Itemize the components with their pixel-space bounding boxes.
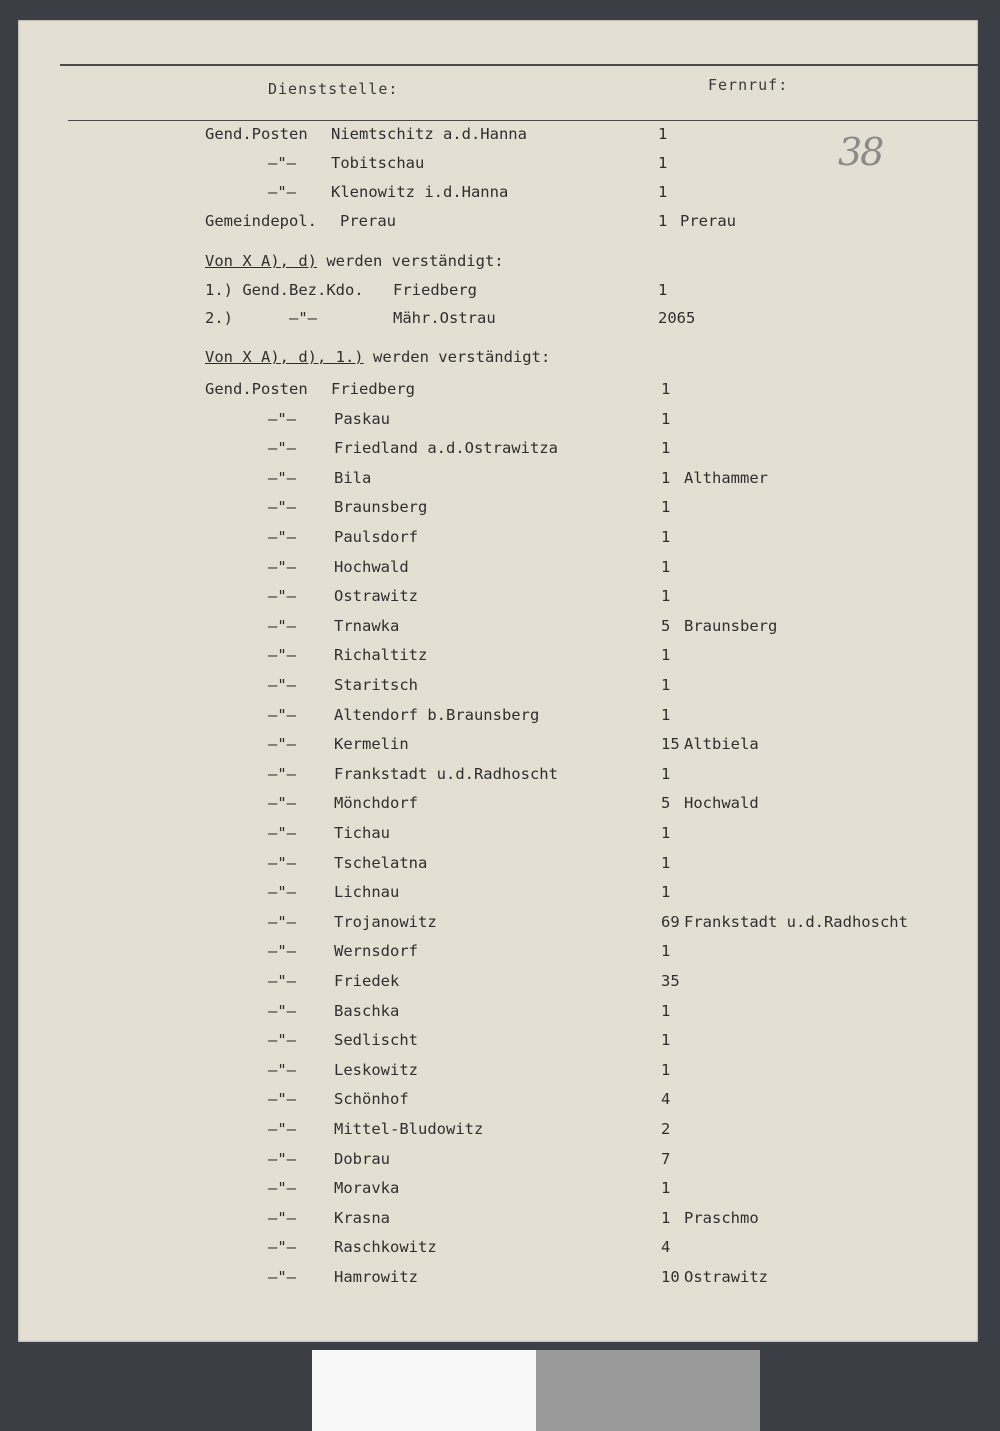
section2-heading-text: werden verständigt: [326, 252, 504, 270]
row-place: Trojanowitz [334, 912, 437, 931]
list-item [18, 125, 978, 149]
row-place: Friedberg [393, 281, 477, 299]
row-number: 1 [661, 646, 671, 665]
row-number: 1 [661, 1031, 671, 1050]
header-dienststelle: Dienststelle: [268, 80, 399, 98]
section2-heading-ref: Von X A), d) [205, 252, 317, 270]
row-number: 1 [658, 212, 668, 230]
list-item [18, 942, 978, 966]
row-place: Frankstadt u.d.Radhoscht [334, 764, 558, 783]
row-number: 1 [661, 1001, 671, 1020]
row-number: 1 [661, 557, 671, 576]
list-item [18, 913, 978, 937]
row-place: Hochwald [334, 557, 409, 576]
row-prefix: –"– [268, 616, 296, 635]
row-number: 1 [661, 468, 671, 487]
row-number: 1 [661, 498, 671, 517]
row-place: Tschelatna [334, 853, 428, 872]
list-item [18, 854, 978, 878]
section3-heading-text: werden verständigt: [372, 348, 551, 366]
list-item [18, 498, 978, 522]
row-prefix: –"– [268, 1120, 296, 1138]
list-item [18, 1120, 978, 1144]
row-place: Dobrau [334, 1149, 390, 1168]
list-item [18, 281, 978, 305]
row-prefix: –"– [268, 735, 296, 754]
list-item [18, 735, 978, 759]
row-prefix: –"– [268, 764, 296, 783]
row-prefix: –"– [268, 1060, 296, 1079]
list-item [18, 154, 978, 178]
row-prefix: –"– [268, 1090, 296, 1109]
row-place: Wernsdorf [334, 942, 418, 961]
row-place: Friedek [334, 972, 400, 990]
list-item [18, 380, 978, 404]
row-place: Trnawka [334, 616, 400, 635]
list-item [18, 646, 978, 670]
list-item [18, 676, 978, 700]
row-number: 1 [658, 125, 668, 143]
row-number: 2 [661, 1120, 671, 1138]
row-place: Mähr.Ostrau [393, 309, 496, 327]
list-item [18, 309, 978, 333]
row-prefix: –"– [268, 439, 296, 458]
row-prefix: Gemeindepol. [205, 212, 317, 230]
row-place: Kermelin [334, 735, 409, 754]
row-place: Bila [334, 468, 372, 487]
section2-heading [205, 252, 504, 270]
list-item [18, 617, 978, 641]
row-place: Baschka [334, 1001, 400, 1020]
row-number: 15 [661, 735, 680, 754]
section3-heading-ref: Von X A), d), 1.) [205, 348, 364, 366]
row-number: 1 [661, 439, 671, 458]
row-number: 1 [658, 183, 668, 201]
row-place: Ostrawitz [334, 587, 418, 606]
row-prefix: –"– [268, 587, 296, 606]
list-item [18, 824, 978, 848]
row-place: Schönhof [334, 1090, 409, 1109]
row-place: Hamrowitz [334, 1268, 418, 1286]
row-place: Leskowitz [334, 1060, 418, 1079]
list-item [18, 1179, 978, 1203]
row-place: Paulsdorf [334, 528, 418, 546]
row-number: 4 [661, 1090, 671, 1109]
row-prefix: –"– [268, 824, 296, 842]
row-prefix: –"– [268, 528, 296, 546]
list-item [18, 1209, 978, 1233]
list-item [18, 883, 978, 907]
row-place: Niemtschitz a.d.Hanna [331, 125, 527, 143]
list-item [18, 1061, 978, 1085]
list-item [18, 794, 978, 818]
row-number: 10 [661, 1268, 680, 1286]
row-place: Raschkowitz [334, 1238, 437, 1257]
row-number: 1 [661, 705, 671, 724]
row-prefix: –"– [268, 1268, 296, 1286]
row-place: Friedberg [331, 380, 415, 398]
row-exchange: Althammer [684, 468, 768, 487]
list-item [18, 212, 978, 236]
row-prefix: Gend.Posten [205, 380, 308, 398]
row-place: Altendorf b.Braunsberg [334, 705, 540, 724]
row-exchange: Hochwald [684, 794, 759, 813]
row-prefix: –"– [268, 1001, 296, 1020]
row-prefix: –"– [268, 409, 296, 428]
row-number: 1 [661, 1060, 671, 1079]
row-place: Moravka [334, 1179, 400, 1198]
row-prefix: –"– [268, 1179, 296, 1198]
row-place: Tobitschau [331, 154, 425, 172]
row-place: Braunsberg [334, 498, 428, 517]
row-exchange: Frankstadt u.d.Radhoscht [684, 912, 908, 931]
row-place: Friedland a.d.Ostrawitza [334, 439, 558, 458]
document-page [18, 20, 978, 1342]
row-number: 4 [661, 1238, 671, 1257]
list-item [18, 706, 978, 730]
row-exchange: Altbiela [684, 735, 759, 754]
row-number: 1 [661, 380, 671, 398]
row-place: Mönchdorf [334, 794, 418, 813]
row-prefix: 2.) –"– [205, 309, 317, 327]
list-item [18, 469, 978, 493]
list-item [18, 558, 978, 582]
row-prefix: –"– [268, 557, 296, 576]
row-number: 1 [661, 764, 671, 783]
row-prefix: –"– [268, 468, 296, 487]
row-place: Prerau [340, 212, 396, 230]
row-place: Sedlischt [334, 1031, 418, 1050]
list-item [18, 972, 978, 996]
row-place: Paskau [334, 409, 390, 428]
row-exchange: Prerau [680, 212, 736, 230]
row-number: 1 [658, 281, 668, 299]
row-number: 1 [661, 1179, 671, 1198]
row-prefix: –"– [268, 154, 296, 172]
list-item [18, 1238, 978, 1262]
handwritten-page-number: 38 [838, 130, 883, 174]
list-item [18, 1031, 978, 1055]
list-item [18, 528, 978, 552]
row-number: 1 [661, 853, 671, 872]
row-number: 1 [658, 154, 668, 172]
top-rule [60, 64, 978, 66]
list-item [18, 183, 978, 207]
row-exchange: Praschmo [684, 1208, 759, 1227]
color-calibration-white [312, 1350, 536, 1431]
row-prefix: –"– [268, 942, 296, 961]
row-exchange: Ostrawitz [684, 1268, 768, 1286]
list-item [18, 1002, 978, 1026]
row-number: 1 [661, 587, 671, 606]
row-number: 35 [661, 972, 680, 990]
row-prefix: –"– [268, 676, 296, 694]
list-item [18, 1090, 978, 1114]
row-prefix: –"– [268, 1149, 296, 1168]
row-prefix: –"– [268, 646, 296, 665]
header-fernruf: Fernruf: [708, 76, 789, 94]
row-number: 1 [661, 1208, 671, 1227]
row-prefix: –"– [268, 853, 296, 872]
list-item [18, 1268, 978, 1292]
row-number: 1 [661, 824, 671, 842]
list-item [18, 587, 978, 611]
header-rule [68, 120, 978, 121]
row-number: 7 [661, 1149, 671, 1168]
row-prefix: –"– [268, 794, 296, 813]
row-number: 1 [661, 409, 671, 428]
row-number: 1 [661, 942, 671, 961]
row-prefix: –"– [268, 183, 296, 201]
row-prefix: –"– [268, 1238, 296, 1257]
row-place: Lichnau [334, 883, 400, 902]
color-calibration-grey [536, 1350, 760, 1431]
row-number: 1 [661, 883, 671, 902]
row-prefix: –"– [268, 972, 296, 990]
row-prefix: –"– [268, 883, 296, 902]
row-prefix: –"– [268, 705, 296, 724]
row-exchange: Braunsberg [684, 616, 778, 635]
row-prefix: –"– [268, 912, 296, 931]
row-place: Richaltitz [334, 646, 428, 665]
row-prefix: Gend.Posten [205, 125, 308, 143]
row-prefix: –"– [268, 1208, 296, 1227]
row-number: 5 [661, 794, 671, 813]
row-place: Mittel-Bludowitz [334, 1120, 484, 1138]
row-number: 2065 [658, 309, 696, 327]
list-item [18, 439, 978, 463]
list-item [18, 1150, 978, 1174]
list-item [18, 410, 978, 434]
row-number: 1 [661, 676, 671, 694]
row-place: Klenowitz i.d.Hanna [331, 183, 509, 201]
row-number: 5 [661, 616, 671, 635]
row-number: 1 [661, 528, 671, 546]
row-place: Staritsch [334, 676, 418, 694]
row-prefix: –"– [268, 1031, 296, 1050]
row-place: Tichau [334, 824, 390, 842]
row-prefix: –"– [268, 498, 296, 517]
list-item [18, 765, 978, 789]
section3-heading [205, 348, 550, 366]
row-number: 69 [661, 912, 680, 931]
row-place: Krasna [334, 1208, 390, 1227]
row-prefix: 1.) Gend.Bez.Kdo. [205, 281, 364, 299]
